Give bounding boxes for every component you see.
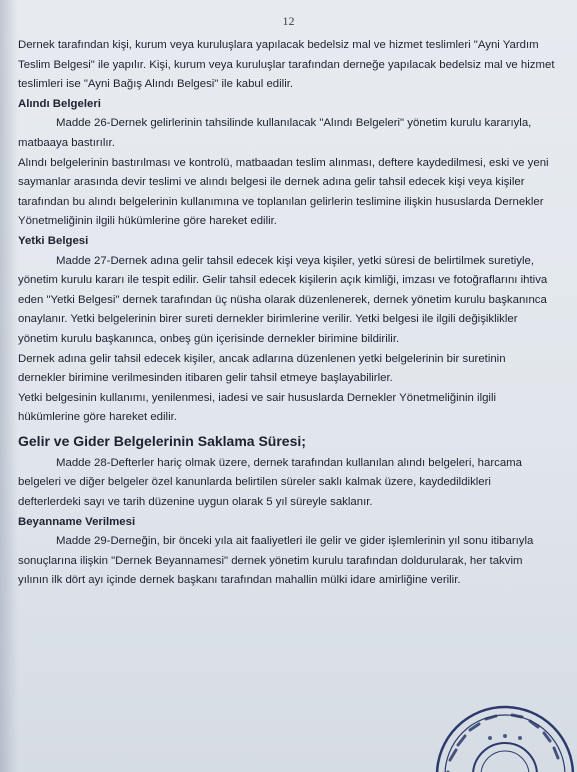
heading-alindi-belgeleri: Alındı Belgeleri xyxy=(18,97,101,110)
heading-saklama-suresi: Gelir ve Gider Belgelerinin Saklama Süresi; xyxy=(18,432,306,449)
paragraph-madde-26: Madde 26-Dernek gelirlerinin tahsilinde kullanılacak "Alındı Belgeleri" yönetim kurulu kararıyla, matbaaya bastırılır. xyxy=(18,117,532,149)
document-body xyxy=(18,36,556,591)
page-number: 12 xyxy=(282,14,295,28)
paragraph-yetki-kullanimi: Yetki belgesinin kullanımı, yenilenmesi, iadesi ve sair hususlarda Dernekler Yönetmeliğinin ilgili hükümlerine göre hareket edilir. xyxy=(18,391,497,424)
page-shadow xyxy=(0,0,18,772)
paragraph-alindi-bastirilmasi: Alındı belgelerinin bastırılması ve kontrolü, matbaadan teslim alınması, deftere kaydedilmesi, eski ve yeni saymanlar arasında devir teslimi ve alındı belgesi ile dernek adına gelir tahsil edecek kişi veya kişiler tarafından bu alındı belgelerinin kullanımına ve toplanılan gelirlerin teslimine ilişkin hususlarda Dernekler Yönetmeliğinin ilgili hükümlerine göre hareket edilir. xyxy=(18,156,549,228)
paragraph-ayni-yardim: Dernek tarafından kişi, kurum veya kuruluşlara yapılacak bedelsiz mal ve hizmet teslimleri "Ayni Yardım Teslim Belgesi" ile yapılır. Kişi, kurum veya kuruluşlar tarafından derneğe yapılacak bedelsiz mal ve hizmet teslimleri ise "Ayni Bağış Alındı Belgesi" ile kabul edilir. xyxy=(18,39,555,91)
paragraph-madde-28: Madde 28-Defterler hariç olmak üzere, dernek tarafından kullanılan alındı belgeleri, harcama belgeleri ve diğer belgeler özel kanunlarda belirtilen süreler saklı kalmak üzere, kaydedildikleri defterlerdeki sayı ve tarih düzenine uygun olarak 5 yıl süreyle saklanır. xyxy=(18,456,523,509)
paragraph-madde-27: Madde 27-Dernek adına gelir tahsil edecek kişi veya kişiler, yetki süresi de belirtilmek suretiyle, yönetim kurulu kararı ile tespit edilir. Gelir tahsil edecek kişilerin açık kimliği, imzası ve fotoğraflarını ihtiva eden "Yetki Belgesi" dernek tarafından üç nüsha olarak düzenlenerek, dernek yönetim kurulu başkanınca onaylanır. Yetki belgelerinin birer sureti dernekler birimlerine verilir. Yetki belgesi ile ilgili değişiklikler yönetim kurulu başkanınca, onbeş gün içerisinde dernekler birimine bildirilir. xyxy=(18,254,548,345)
paragraph-madde-29: Madde 29-Derneğin, bir önceki yıla ait faaliyetleri ile gelir ve gider işlemlerinin yıl sonu itibarıyla sonuçlarına ilişkin "Dernek Beyannamesi" dernek yönetim kurulu tarafından doldurularak, her takvim yılının ilk dört ayı içinde dernek başkanı tarafından mahallin mülki idare amirliğine verilir. xyxy=(18,535,534,587)
paragraph-tahsil-baslama: Dernek adına gelir tahsil edecek kişiler, ancak adlarına düzenlenen yetki belgelerinin bir suretinin dernekler birimine verilmesinden itibaren gelir tahsil etmeye başlayabilirler. xyxy=(18,352,506,385)
official-seal-stamp xyxy=(430,700,577,772)
heading-yetki-belgesi: Yetki Belgesi xyxy=(18,234,89,247)
heading-beyanname: Beyanname Verilmesi xyxy=(18,515,136,528)
